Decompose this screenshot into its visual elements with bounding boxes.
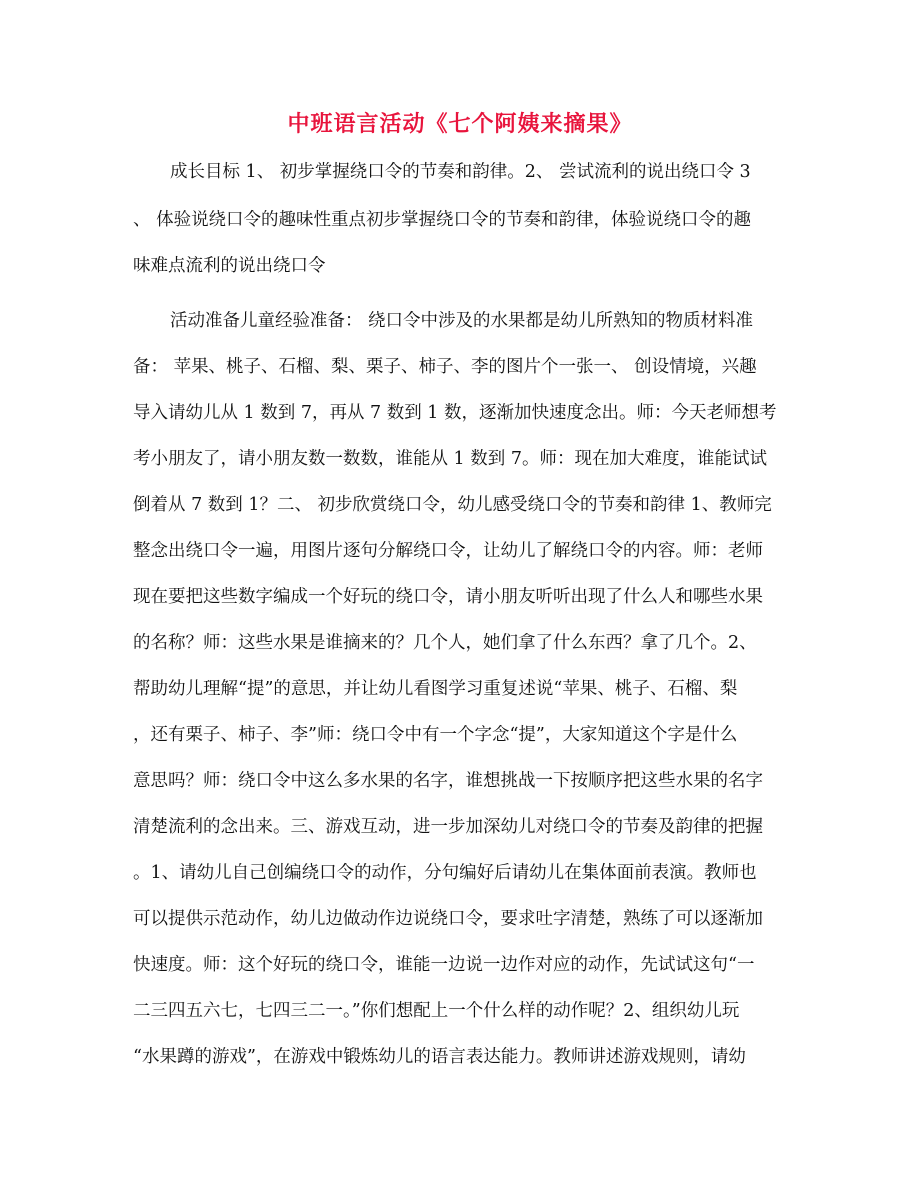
paragraph-line: ，还有栗子、柿子、李”师：绕口令中有一个字念“提”，大家知道这个字是什么 (133, 725, 738, 745)
paragraph-line: 清楚流利的念出来。三、游戏互动，进一步加深幼儿对绕口令的节奏及韵律的把握 (133, 817, 763, 837)
paragraph-line: 备： 苹果、桃子、石榴、梨、栗子、柿子、李的图片个一张一、 创设情境，兴趣 (133, 357, 757, 377)
paragraph-line: 快速度。师：这个好玩的绕口令，谁能一边说一边作对应的动作，先试试这句“一 (133, 955, 755, 975)
paragraph-line: 帮助幼儿理解“提”的意思，并让幼儿看图学习重复述说“苹果、桃子、石榴、梨 (133, 679, 738, 699)
paragraph-line: 现在要把这些数字编成一个好玩的绕口令，请小朋友听听出现了什么人和哪些水果 (133, 587, 763, 607)
paragraph-line: 导入请幼儿从 1 数到 7，再从 7 数到 1 数，逐渐加快速度念出。师：今天老师想考 (133, 403, 777, 423)
paragraph-line: 的名称？师：这些水果是谁摘来的？几个人，她们拿了什么东西？拿了几个。2、 (133, 633, 757, 653)
paragraph-line: 、 体验说绕口令的趣味性重点初步掌握绕口令的节奏和韵律，体验说绕口令的趣 (133, 210, 752, 230)
paragraph-line: 考小朋友了，请小朋友数一数数，谁能从 1 数到 7。师：现在加大难度，谁能试试 (133, 449, 767, 469)
paragraph-line: 整念出绕口令一遍，用图片逐句分解绕口令，让幼儿了解绕口令的内容。师：老师 (133, 541, 763, 561)
paragraph-line: 味难点流利的说出绕口令 (133, 256, 326, 276)
paragraph-line: 倒着从 7 数到 1？二、 初步欣赏绕口令，幼儿感受绕口令的节奏和韵律 1、教师完 (133, 495, 772, 515)
document-title: 中班语言活动《七个阿姨来摘果》 (287, 112, 633, 137)
paragraph-line: 可以提供示范动作，幼儿边做动作边说绕口令，要求吐字清楚，熟练了可以逐渐加 (133, 909, 763, 929)
paragraph-line: 。1、请幼儿自己创编绕口令的动作，分句编好后请幼儿在集体面前表演。教师也 (133, 863, 757, 883)
paragraph-line: 二三四五六七，七四三二一。”你们想配上一个什么样的动作呢？2、组织幼儿玩 (133, 1001, 740, 1021)
paragraph-line: “水果蹲的游戏”，在游戏中锻炼幼儿的语言表达能力。教师讲述游戏规则，请幼 (133, 1047, 746, 1067)
paragraph-line: 意思吗？师：绕口令中这么多水果的名字，谁想挑战一下按顺序把这些水果的名字 (133, 771, 763, 791)
paragraph-line: 成长目标 1、 初步掌握绕口令的节奏和韵律。2、 尝试流利的说出绕口令 3 (170, 162, 751, 182)
paragraph-line: 活动准备儿童经验准备： 绕口令中涉及的水果都是幼儿所熟知的物质材料准 (170, 311, 754, 331)
